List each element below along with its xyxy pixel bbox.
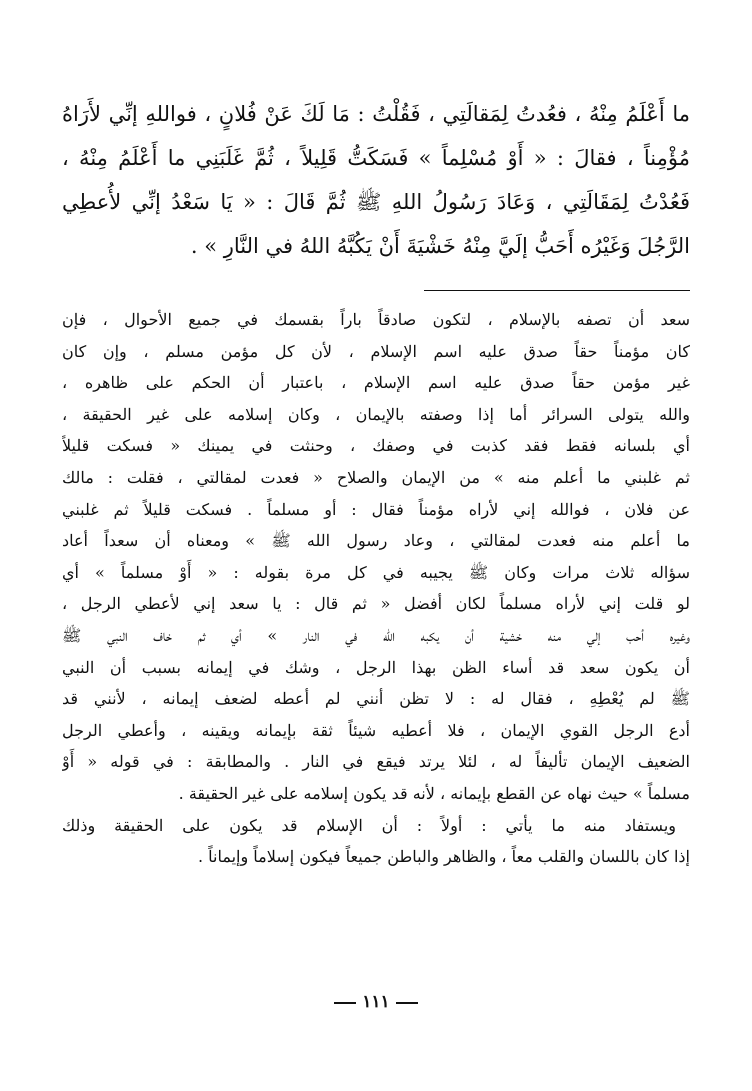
commentary-line: لو قلت إني لأراه مسلماً لكان أفضل « ثم قال : يا سعد إني لأعطي الرجل ، <box>62 594 690 614</box>
commentary-line: أن يكون سعد قد أساء الظن بهذا الرجل ، وشك في إيمانه بسبب أن النبي <box>62 657 690 677</box>
hadith-line: الرَّجُلَ وَغَيْرُه أَحَبُّ إلَيَّ مِنْهُ خَشْيَةَ أَنْ يَكُبَّهُ اللهُ في النَّارِ » . <box>190 234 690 258</box>
commentary-line: سؤاله ثلاث مرات وكان ﷺ يجيبه في كل مرة بقوله : « أَوْ مسلماً » أي <box>62 562 690 582</box>
commentary-line: والله يتولى السرائر أما إذا وصفته بالإيمان ، وكان إسلامه على غير الحقيقة ، <box>62 404 690 424</box>
dash-decoration <box>334 1002 356 1004</box>
commentary-line: ﷺ لم يُعْطِهِ ، فقال له : لا تظن أنني لم أعطه لضعف إيمانه ، لأنني قد <box>62 689 690 709</box>
hadith-text-block <box>62 92 690 268</box>
commentary-line: ما أعلم منه فعدت لمقالتي ، وعاد رسول الله ﷺ » ومعناه أن سعداً أعاد <box>62 531 690 551</box>
hadith-line: فَعُدْتُ لِمَقَالَتِي ، وَعَادَ رَسُولُ اللهِ ﷺ ثُمَّ قَالَ : « يَا سَعْدُ إنِّي لأُعطِي <box>62 190 690 214</box>
page-number: ١١١ <box>362 992 390 1012</box>
commentary-line: ثم غلبني ما أعلم منه » من الإيمان والصلاح « فعدت لمقالتي ، فقلت : مالك <box>62 467 690 487</box>
commentary-line: أدع الرجل القوي الإيمان ، فلا أعطيه شيئاً ثقة بإيمانه ويقينه ، وأعطي الرجل <box>62 720 690 740</box>
commentary-line: مسلماً » حيث نهاه عن القطع بإيمانه ، لأنه قد يكون إسلامه على غير الحقيقة . <box>178 783 690 803</box>
separator-rule <box>424 290 690 291</box>
hadith-line: مُؤْمِناً ، فقالَ : « أَوْ مُسْلِماً » فَسَكَتُّ قَلِيلاً ، ثُمَّ غَلَبَنِي ما أَعْلَمُ مِنْهُ ، <box>62 146 690 170</box>
commentary-line: وغيره أحب إلي منه خشية أن يكبه الله في النار » أي ثم خاف النبي ﷺ <box>62 625 690 645</box>
commentary-text-block <box>62 304 690 873</box>
commentary-line: غير مؤمن حقاً صدق عليه اسم الإسلام ، باعتبار أن الحكم على ظاهره ، <box>62 373 690 393</box>
commentary-line: كان مؤمناً حقاً صدق عليه اسم الإسلام ، لأن كل مؤمن مسلم ، وإن كان <box>62 341 690 361</box>
commentary-line: الضعيف الإيمان تأليفاً له ، لئلا يرتد فيقع في النار . والمطابقة : في قوله « أَوْ <box>62 752 690 772</box>
commentary-line: ويستفاد منه ما يأتي : أولاً : أن الإسلام قد يكون على الحقيقة وذلك <box>62 815 676 835</box>
commentary-line: عن فلان ، فوالله إني لأراه مؤمناً فقال : أو مسلماً . فسكت قليلاً ثم غلبني <box>62 499 690 519</box>
hadith-line: ما أَعْلَمُ مِنْهُ ، فعُدتُ لِمَقالَتِي ، فَقُلْتُ : مَا لَكَ عَنْ فُلانٍ ، فواللهِ إنِّي لأَرَاهُ <box>62 102 690 126</box>
commentary-line: أي بلسانه فقط فقد كذبت في وصفك ، وحنثت في يمينك « فسكت قليلاً <box>62 436 690 456</box>
commentary-line: سعد أن تصفه بالإسلام ، لتكون صادقاً باراً بقسمك في جميع الأحوال ، فإن <box>62 310 690 329</box>
dash-decoration <box>396 1002 418 1004</box>
commentary-line: إذا كان باللسان والقلب معاً ، والظاهر والباطن جميعاً فيكون إسلاماً وإيماناً . <box>197 847 690 867</box>
page-number-footer <box>0 990 752 1014</box>
